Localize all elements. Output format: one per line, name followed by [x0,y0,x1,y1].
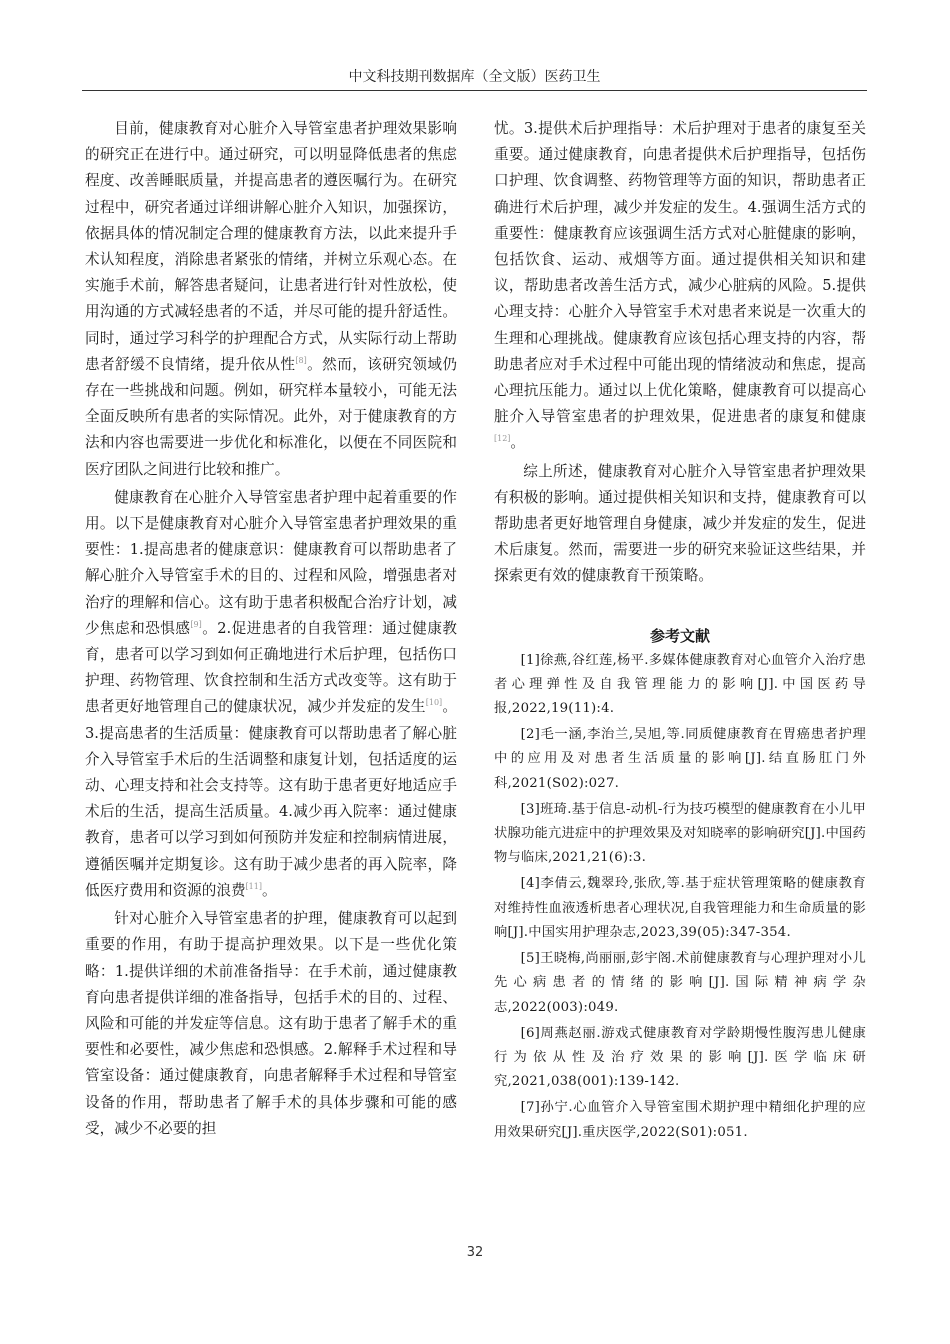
citation-8[interactable]: [8] [295,355,307,365]
citation-9[interactable]: [9] [190,620,202,629]
citation-11[interactable]: [11] [245,882,262,892]
header-divider [82,90,867,91]
reference-item: [4]李倩云,魏翠玲,张欣,等.基于症状管理策略的健康教育对维持性血液透析患者心理状况,自我管理能力和生命质量的影响[J].中国实用护理杂志,2023,39(05):347-354. [494,876,866,940]
paragraph-3-end: 。 [510,434,526,452]
references-list [494,649,866,1145]
citation-12[interactable]: [12] [494,434,511,444]
running-header: 中文科技期刊数据库（全文版）医药卫生 [348,69,601,85]
paragraph-2-part-a: 健康教育在心脏介入导管室患者护理中起着重要的作用。以下是健康教育对心脏介入导管室患者护理效果的重要性：1.提高患者的健康意识：健康教育可以帮助患者了解心脏介入导管室手术的目的、过程和风险，增强患者对治疗的理解和信心。这有助于患者积极配合治疗计划，减少焦虑和恐惧感 [85,488,457,637]
paragraph-3 [85,906,457,1142]
references-heading: 参考文献 [649,626,710,645]
paragraph-4 [494,459,866,590]
paragraph-2 [85,485,457,904]
citation-10[interactable]: [10] [425,698,443,708]
paragraph-3-text: 针对心脏介入导管室患者的护理，健康教育可以起到重要的作用，有助于提高护理效果。以下是一些优化策略：1.提供详细的术前准备指导：在手术前，通过健康教育向患者提供详细的准备指导，包括手术的目的、过程、风险和可能的并发症等信息。这有助于患者了解手术的重要性和必要性，减少焦虑和恐惧感。2.解释手术过程和导管室设备：通过健康教育，向患者解释手术过程和导管室设备的作用，帮助患者了解手术的具体步骤和可能的感受，减少不必要的担 [85,910,457,1137]
reference-item: [5]王晓梅,尚丽丽,彭宇阁.术前健康教育与心理护理对小儿先心病患者的情绪的影响[J].国际精神病学杂志,2022(003):049. [494,951,866,1015]
paragraph-3-continued [494,116,866,457]
reference-item: [3]班琦.基于信息-动机-行为技巧模型的健康教育在小儿甲状腺功能亢进症中的护理效果及对知晓率的影响研究[J].中国药物与临床,2021,21(6):3. [494,801,866,866]
paragraph-1-text: 目前，健康教育对心脏介入导管室患者护理效果影响的研究正在进行中。通过研究，可以明显降低患者的焦虑程度、改善睡眠质量，并提高患者的遵医嘱行为。在研究过程中，研究者通过详细讲解心脏介入知识，加强探访，依据具体的情况制定合理的健康教育方法，以此来提升手术认知程度，消除患者紧张的情绪，并树立乐观心态。在实施手术前，解答患者疑问，让患者进行针对性放松，使用沟通的方式减轻患者的不适，并尽可能的提升舒适性。同时，通过学习科学的护理配合方式，从实际行动上帮助患者舒缓不良情绪，提升依从性 [85,120,457,373]
paragraph-4-text: 综上所述，健康教育对心脏介入导管室患者护理效果有积极的影响。通过提供相关知识和支持，健康教育可以帮助患者更好地管理自身健康，减少并发症的发生，促进术后康复。然而，需要进一步的研究来验证这些结果，并探索更有效的健康教育干预策略。 [494,462,866,585]
paragraph-2-part-c: 。3.提高患者的生活质量：健康教育可以帮助患者了解心脏介入导管室手术后的生活调整和康复计划，包括适度的运动、心理支持和社会支持等。这有助于患者更好地适应手术后的生活，提高生活质量。4.减少再入院率：通过健康教育，患者可以学习到如何预防并发症和控制病情进展，遵循医嘱并定期复诊。这有助于减少患者的再入院率，降低医疗费用和资源的浪费 [85,698,457,899]
paragraph-3-cont-text: 忧。3.提供术后护理指导：术后护理对于患者的康复至关重要。通过健康教育，向患者提供术后护理指导，包括伤口护理、饮食调整、药物管理等方面的知识，帮助患者正确进行术后护理，减少并发症的发生。4.强调生活方式的重要性：健康教育应该强调生活方式对心脏健康的影响，包括饮食、运动、戒烟等方面。通过提供相关知识和建议，帮助患者改善生活方式，减少心脏病的风险。5.提供心理支持：心脏介入导管室手术对患者来说是一次重大的生理和心理挑战。健康教育应该包括心理支持的内容，帮助患者应对手术过程中可能出现的情绪波动和焦虑，提高心理抗压能力。通过以上优化策略，健康教育可以提高心脏介入导管室患者的护理效果，促进患者的康复和健康 [494,120,866,426]
reference-item: [2]毛一涵,李治兰,吴旭,等.同质健康教育在胃癌患者护理中的应用及对患者生活质量的影响[J].结直肠肛门外科,2021(S02):027. [494,727,866,791]
reference-item: [1]徐燕,谷红莲,杨平.多媒体健康教育对心血管介入治疗患者心理弹性及自我管理能力的影响[J].中国医药导报,2022,19(11):4. [494,652,866,717]
reference-item: [6]周燕赵丽.游戏式健康教育对学龄期慢性腹泻患儿健康行为依从性及治疗效果的影响[J].医学临床研究,2021,038(001):139-142. [494,1025,866,1090]
paragraph-2-part-b: 。2.促进患者的自我管理：通过健康教育，患者可以学习到如何正确地进行术后护理，包括伤口护理、药物管理、饮食控制和生活方式改变等。这有助于患者更好地管理自己的健康状况，减少并发症的发生 [85,619,457,716]
reference-item: [7]孙宁.心血管介入导管室围术期护理中精细化护理的应用效果研究[J].重庆医学,2022(S01):051. [494,1100,866,1140]
right-column [494,116,866,1145]
left-column [85,116,457,1142]
paragraph-1-tail: 。然而，该研究领域仍存在一些挑战和问题。例如，研究样本量较小，可能无法全面反映所有患者的实际情况。此外，对于健康教育的方法和内容也需要进一步优化和标准化，以便在不同医院和医疗团队之间进行比较和推广。 [85,355,457,478]
paragraph-2-part-d: 。 [261,881,277,899]
paragraph-1 [85,116,457,483]
page-number: 32 [466,1245,484,1260]
